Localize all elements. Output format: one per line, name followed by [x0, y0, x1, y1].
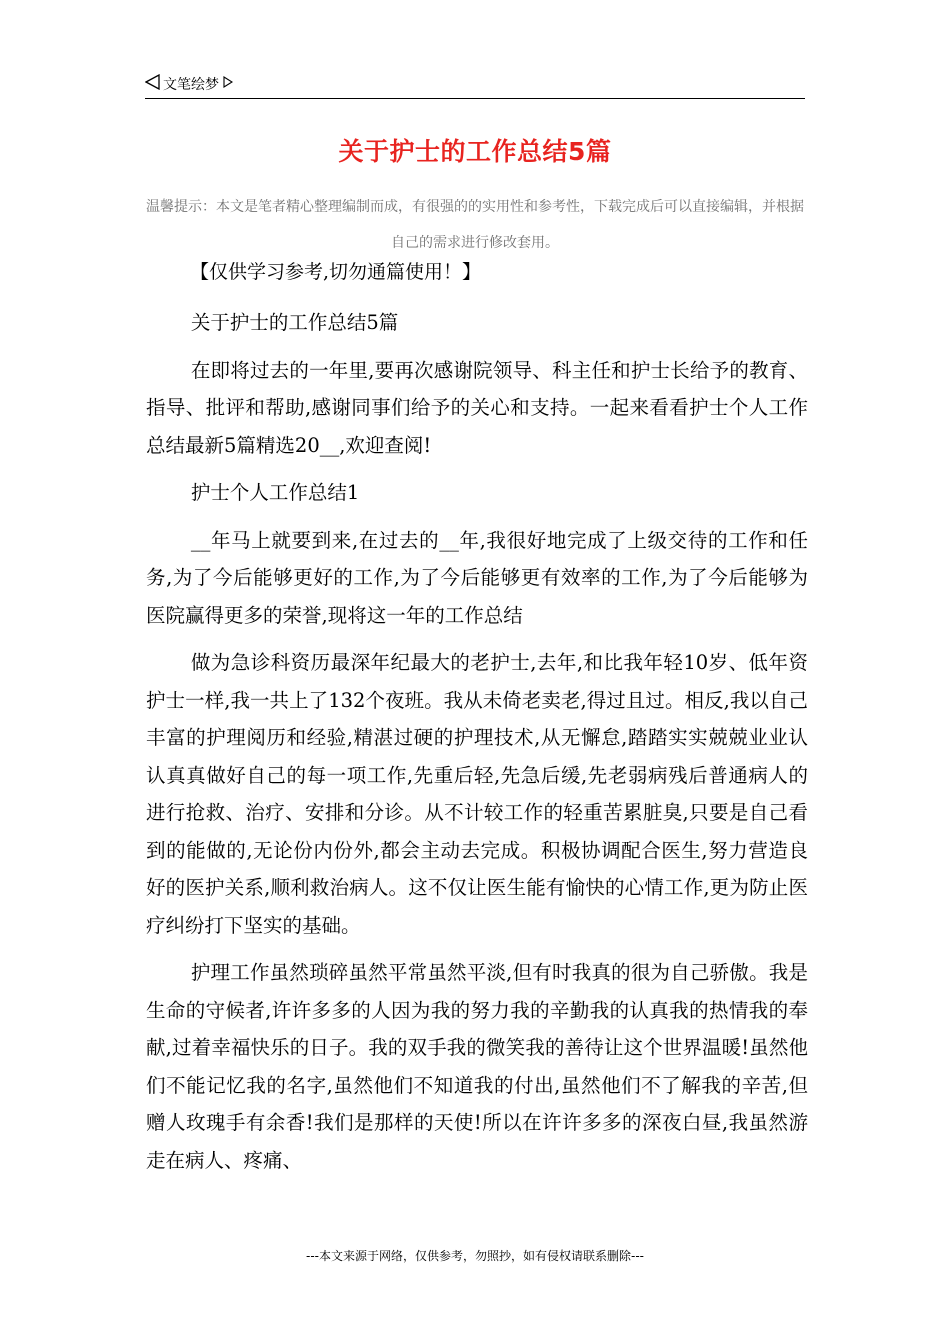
- paragraph: 护士个人工作总结1: [190, 481, 360, 504]
- tip-text: 温馨提示：本文是笔者精心整理编制而成，有很强的的实用性和参考性，下载完成后可以直接编辑，并根据自己的需求进行修改套用。: [146, 199, 804, 251]
- paragraph: 在即将过去的一年里,要再次感谢院领导、科主任和护士长给予的教育、指导、批评和帮助,感谢同事们给予的关心和支持。一起来看看护士个人工作总结最新5篇精选20__,欢迎查阅!: [146, 358, 808, 457]
- paragraph: 关于护士的工作总结5篇: [190, 311, 399, 334]
- usage-notice: 【仅供学习参考,切勿通篇使用！】: [190, 261, 482, 283]
- page-header: [145, 74, 805, 99]
- left-triangle-icon: [145, 74, 161, 94]
- page-footer: ---本文来源于网络，仅供参考，勿照抄，如有侵权请联系删除---: [306, 1249, 644, 1263]
- paragraph: 做为急诊科资历最深年纪最大的老护士,去年,和比我年轻10岁、低年资护士一样,我一共上了132个夜班。我从未倚老卖老,得过且过。相反,我以自己丰富的护理阅历和经验,精湛过硬的护理技术,从无懈怠,踏踏实实兢兢业业认认真真做好自己的每一项工作,先重后轻,先急后缓,先老弱病残后普通病人的进行抢救、治疗、安排和分诊。从不计较工作的轻重苦累脏臭,只要是自己看到的能做的,无论份内份外,都会主动去完成。积极协调配合医生,努力营造良好的医护关系,顺利救治病人。这不仅让医生能有愉快的心情工作,更为防止医疗纠纷打下坚实的基础。: [146, 651, 808, 937]
- paragraph: 护理工作虽然琐碎虽然平常虽然平淡,但有时我真的很为自己骄傲。我是生命的守候者,许许多多的人因为我的努力我的辛勤我的认真我的热情我的奉献,过着幸福快乐的日子。我的双手我的微笑我的善待让这个世界温暖!虽然他们不能记忆我的名字,虽然他们不知道我的付出,虽然他们不了解我的辛苦,但赠人玫瑰手有余香!我们是那样的天使!所以在许许多多的深夜白昼,我虽然游走在病人、疼痛、: [146, 961, 808, 1172]
- right-triangle-icon: [223, 76, 233, 92]
- document-body: [146, 304, 808, 1189]
- brand-name: 文笔绘梦: [163, 77, 219, 93]
- paragraph: __年马上就要到来,在过去的__年,我很好地完成了上级交待的工作和任务,为了今后能够更好的工作,为了今后能够更有效率的工作,为了今后能够为医院赢得更多的荣誉,现将这一年的工作总结: [146, 528, 808, 627]
- document-title: 关于护士的工作总结5篇: [338, 137, 612, 166]
